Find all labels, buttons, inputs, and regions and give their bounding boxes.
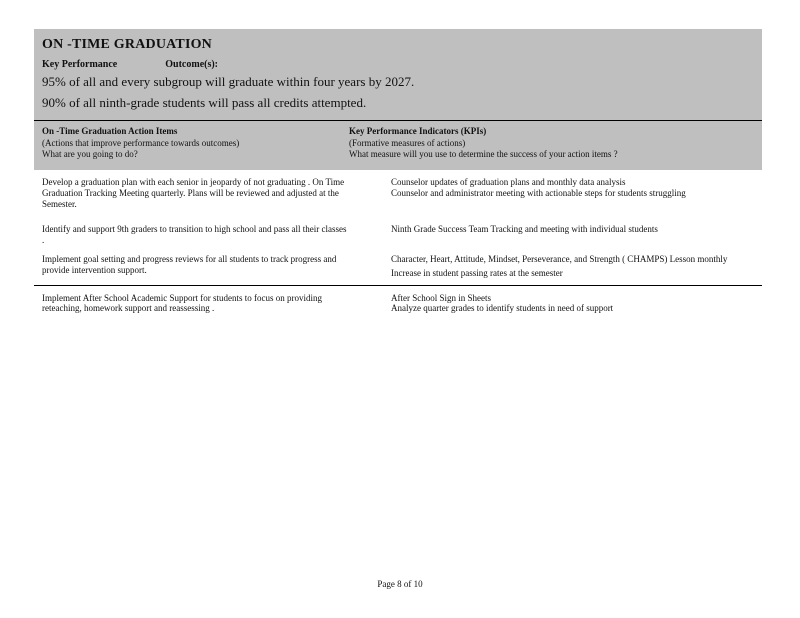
bullet-icon (373, 303, 391, 314)
page (34, 29, 762, 314)
header-kpis-question: What measure will you use to determine the success of your action items ? (349, 149, 618, 159)
bullet-icon (373, 293, 391, 304)
section-1 (34, 170, 762, 285)
header-kpis (349, 126, 754, 170)
list-item: Counselor and administrator meeting with actionable steps for students struggling (373, 188, 754, 199)
outcome-2: 90% of all ninth-grade students will pass all credits attempted. (42, 95, 367, 110)
header-actions (42, 126, 349, 170)
bullet-icon (373, 177, 391, 188)
table-row (34, 286, 762, 315)
bullet-icon (373, 268, 391, 279)
header-kpis-title: Key Performance Indicators (KPIs) (349, 126, 487, 136)
list-item: Ninth Grade Success Team Tracking and meeting with individual students (373, 224, 754, 235)
kpo-label-part2: Outcome(s): (165, 59, 219, 70)
action-item: Identify and support 9th graders to transition to high school and pass all their classes . (42, 224, 347, 245)
list-item: Analyze quarter grades to identify students in need of support (373, 303, 754, 314)
list-item: After School Sign in Sheets (373, 293, 754, 304)
kpi-list (373, 177, 754, 212)
table-row (34, 170, 762, 212)
goal-title: ON -TIME GRADUATION (42, 37, 212, 52)
bullet-icon (373, 224, 391, 235)
kpo-label-part1: Key Performance (42, 59, 118, 70)
list-item: Character, Heart, Attitude, Mindset, Perseverance, and Strength ( CHAMPS) Lesson monthly (373, 254, 754, 265)
kpo-label (42, 59, 754, 70)
outcome-1: 95% of all and every subgroup will graduate within four years by 2027. (42, 74, 415, 89)
header-actions-sub: (Actions that improve performance towards outcomes) (42, 137, 240, 148)
table-row (34, 212, 762, 248)
kpi-list (373, 293, 754, 315)
table-row (34, 248, 762, 279)
kpi-list (373, 254, 754, 279)
bullet-icon (373, 254, 391, 265)
action-item: Implement goal setting and progress reviews for all students to track progress and provide intervention support. (42, 254, 337, 275)
goal-banner (34, 29, 762, 120)
list-item: Increase in student passing rates at the semester (373, 268, 754, 279)
header-actions-question: What are you going to do? (42, 149, 138, 159)
action-item: Implement After School Academic Support for students to focus on providing reteaching, homework support and reassessing . (42, 292, 322, 314)
table-header (34, 121, 762, 170)
header-actions-title: On -Time Graduation Action Items (42, 126, 178, 136)
kpi-list (373, 224, 754, 248)
page-number: Page 8 of 10 (377, 579, 423, 589)
bullet-icon (373, 188, 391, 199)
action-item: Develop a graduation plan with each senior in jeopardy of not graduating . On Time Graduation Tracking Meeting quarterly. Plans will be reviewed and adjusted at the Semester. (42, 177, 345, 209)
list-item: Counselor updates of graduation plans and monthly data analysis (373, 177, 754, 188)
header-kpis-sub: (Formative measures of actions) (349, 137, 466, 148)
